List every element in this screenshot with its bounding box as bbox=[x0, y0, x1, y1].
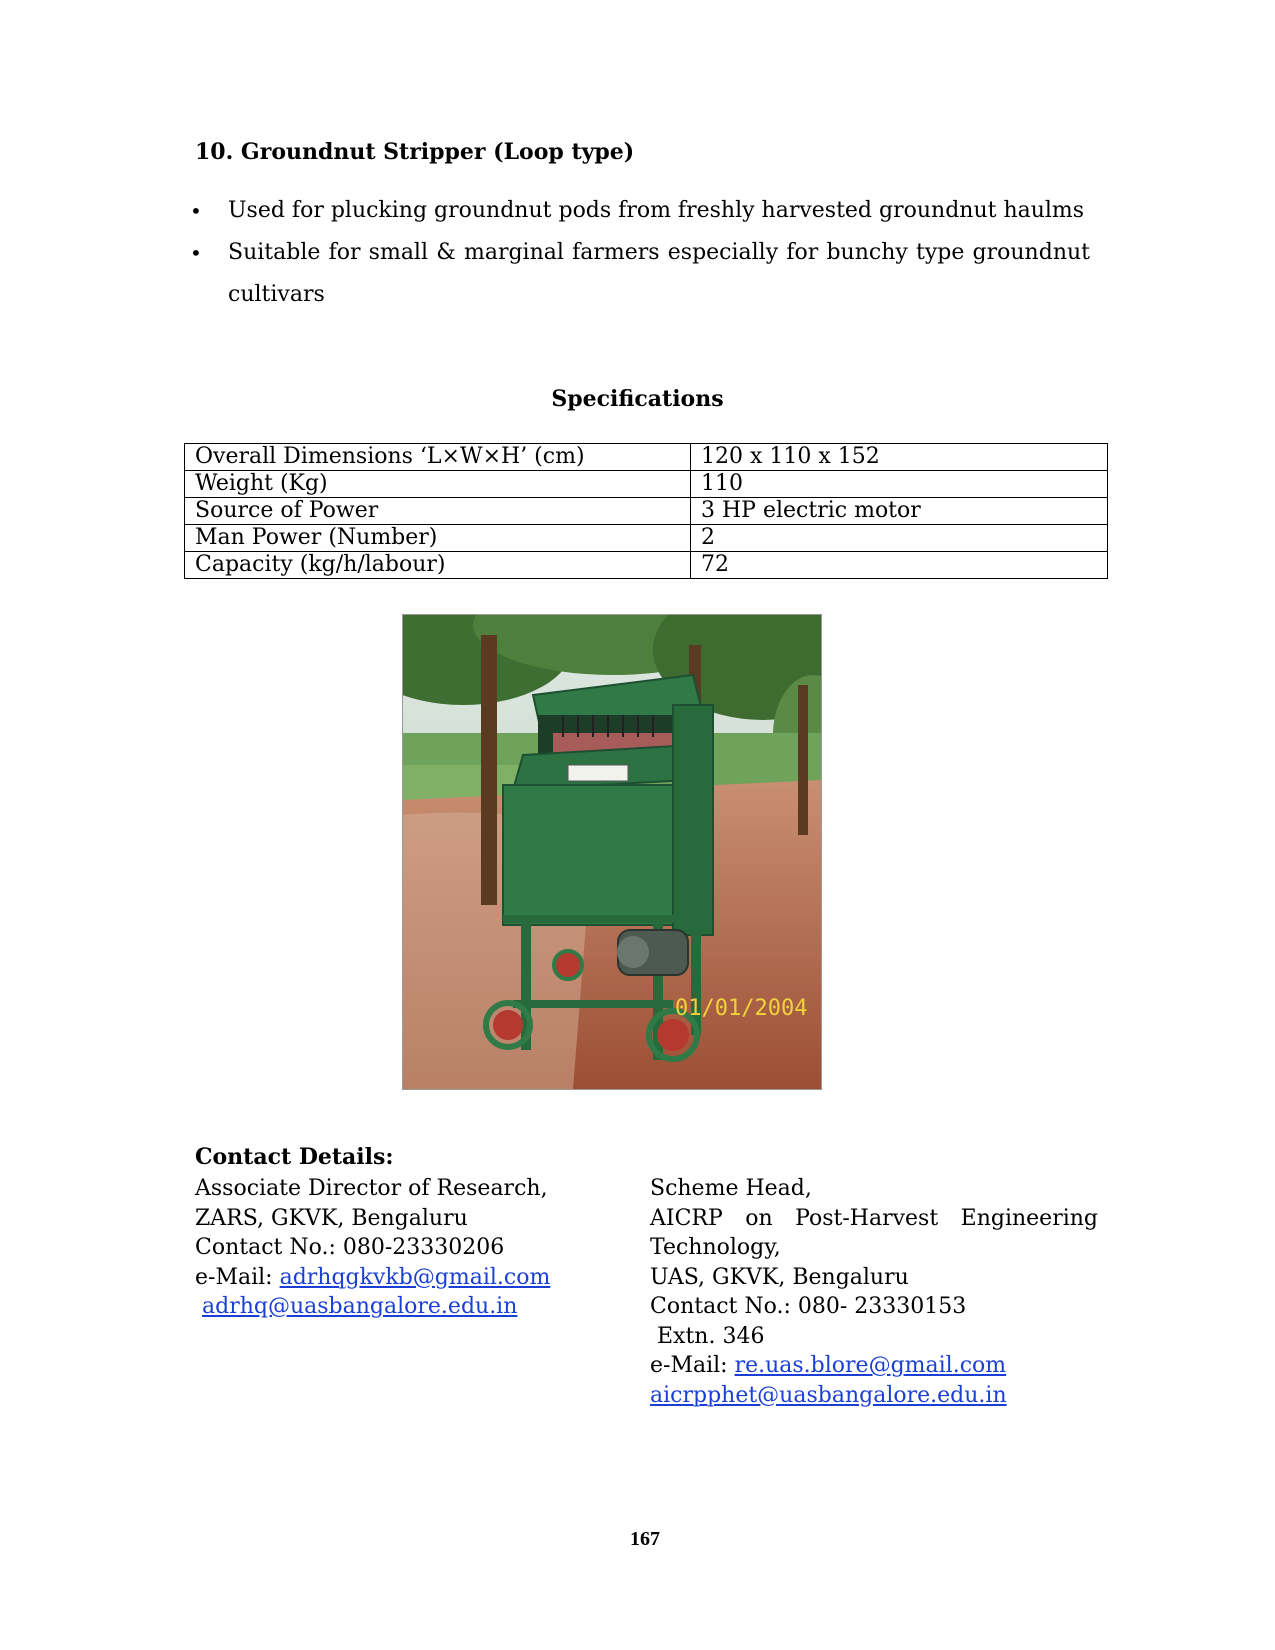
bullet-text: Suitable for small & marginal farmers especially for bunchy type groundnut cultivars bbox=[228, 240, 1090, 307]
list-item bbox=[190, 190, 1090, 232]
groundnut-stripper-photo bbox=[402, 614, 822, 1090]
table-row bbox=[185, 525, 1108, 552]
email-line bbox=[195, 1263, 615, 1293]
specifications-title: Specifications bbox=[551, 386, 724, 412]
contact-line: Scheme Head, bbox=[650, 1176, 812, 1201]
bullet-icon: • bbox=[190, 199, 202, 223]
machine-illustration bbox=[403, 615, 821, 1089]
section-heading: 10. Groundnut Stripper (Loop type) bbox=[195, 139, 635, 165]
spec-value: 3 HP electric motor bbox=[691, 498, 1108, 525]
email-link[interactable]: re.uas.blore@gmail.com bbox=[734, 1353, 1007, 1378]
contact-right-column bbox=[650, 1174, 1098, 1410]
spec-value: 110 bbox=[691, 471, 1108, 498]
spec-label: Capacity (kg/h/labour) bbox=[185, 552, 691, 579]
contact-line: ZARS, GKVK, Bengaluru bbox=[195, 1205, 468, 1231]
photo-date-stamp: 01/01/2004 bbox=[675, 996, 808, 1021]
email-link[interactable]: adrhqgkvkb@gmail.com bbox=[279, 1264, 551, 1290]
email-link[interactable]: aicrpphet@uasbangalore.edu.in bbox=[650, 1382, 1007, 1408]
email-line bbox=[195, 1292, 615, 1322]
contact-line: Extn. 346 bbox=[650, 1323, 765, 1349]
spec-label: Weight (Kg) bbox=[185, 471, 691, 498]
spec-value: 72 bbox=[691, 552, 1108, 579]
contact-line: Contact No.: 080-23330206 bbox=[195, 1235, 505, 1260]
email-link[interactable]: adrhq@uasbangalore.edu.in bbox=[202, 1294, 518, 1319]
spec-value: 2 bbox=[691, 525, 1108, 552]
page-number: 167 bbox=[630, 1528, 660, 1550]
contact-details-title: Contact Details: bbox=[195, 1144, 394, 1170]
list-item bbox=[190, 232, 1090, 316]
spec-label: Overall Dimensions ‘L×W×H’ (cm) bbox=[185, 444, 691, 471]
contact-line: AICRP on Post-Harvest Engineering bbox=[650, 1205, 1098, 1231]
email-label: e-Mail: bbox=[650, 1353, 735, 1378]
contact-line: Technology, bbox=[650, 1235, 781, 1260]
table-row bbox=[185, 552, 1108, 579]
bullet-text: Used for plucking groundnut pods from freshly harvested groundnut haulms bbox=[228, 198, 1085, 223]
contact-line: Contact No.: 080- 23330153 bbox=[650, 1294, 967, 1319]
specifications-table bbox=[184, 443, 1108, 579]
spec-label: Man Power (Number) bbox=[185, 525, 691, 552]
table-row bbox=[185, 444, 1108, 471]
contact-line: UAS, GKVK, Bengaluru bbox=[650, 1264, 909, 1290]
spec-value: 120 x 110 x 152 bbox=[691, 444, 1108, 471]
contact-line: Associate Director of Research, bbox=[195, 1176, 548, 1201]
bullet-list bbox=[190, 190, 1090, 316]
email-label: e-Mail: bbox=[195, 1264, 280, 1290]
email-line bbox=[650, 1381, 1098, 1411]
spec-label: Source of Power bbox=[185, 498, 691, 525]
table-row bbox=[185, 498, 1108, 525]
bullet-icon: • bbox=[190, 241, 202, 265]
contact-left-column bbox=[195, 1174, 615, 1322]
email-line bbox=[650, 1351, 1098, 1381]
table-row bbox=[185, 471, 1108, 498]
